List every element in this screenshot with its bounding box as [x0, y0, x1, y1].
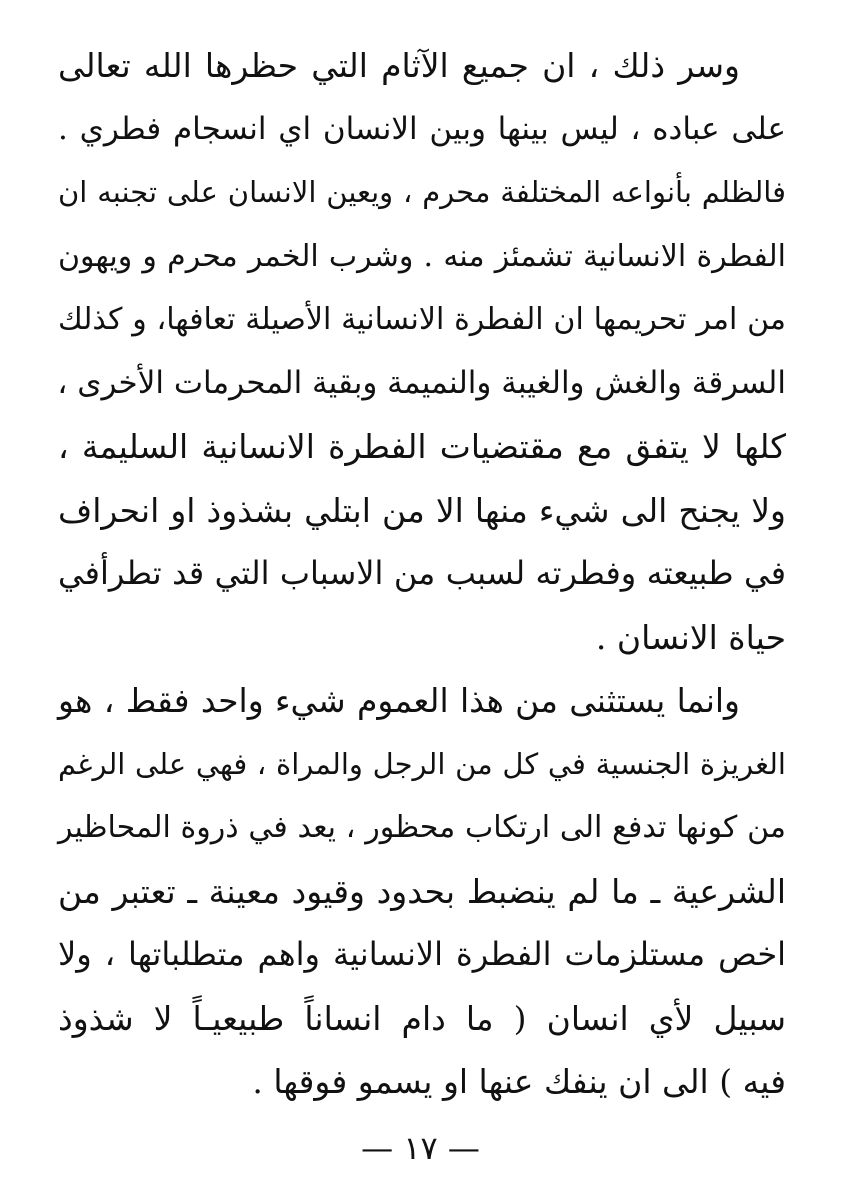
text-line-5: من امر تحريمها ان الفطرة الانسانية الأصيلة تعافها، و كذلك	[58, 302, 786, 337]
text-line-17: فيه ) الى ان ينفك عنها او يسمو فوقها .	[252, 1062, 786, 1101]
text-line-9: في طبيعته وفطرته لسبب من الاسباب التي قد تطرأفي	[58, 554, 786, 592]
text-line-1: وسر ذلك ، ان جميع الآثام التي حظرها الله تعالى	[58, 46, 740, 85]
text-line-4: الفطرة الانسانية تشمئز منه . وشرب الخمر محرم و ويهون	[58, 238, 786, 274]
text-line-14: الشرعية ـ ما لم ينضبط بحدود وقيود معينة ـ تعتبر من	[58, 871, 786, 911]
text-line-11: وانما يستثنى من هذا العموم شيء واحد فقط ، هو	[58, 681, 740, 720]
text-line-6: السرقة والغش والغيبة والنميمة وبقية المحرمات الأخرى ،	[57, 364, 786, 401]
text-line-15: اخص مستلزمات الفطرة الانسانية واهم متطلباتها ، ولا	[58, 935, 786, 973]
page-number: — ١٧ —	[361, 1129, 480, 1167]
text-line-8: ولا يجنح الى شيء منها الا من ابتلي بشذوذ او انحراف	[58, 490, 786, 530]
text-line-16: سبيل لأي انسان ( ما دام انساناً طبيعيـاً لا شذوذ	[58, 998, 786, 1038]
text-line-13: من كونها تدفع الى ارتكاب محظور ، يعد في ذروة المحاظير	[58, 810, 786, 845]
text-line-3: فالظلم بأنواعه المختلفة محرم ، ويعين الانسان على تجنبه ان	[58, 175, 786, 209]
body-text	[58, 34, 786, 1114]
text-line-12: الغريزة الجنسية في كل من الرجل والمراة ، فهي على الرغم	[58, 746, 786, 781]
text-line-7: كلها لا يتفق مع مقتضيات الفطرة الانسانية السليمة ،	[58, 427, 786, 466]
text-line-10: حياة الانسان .	[595, 617, 786, 657]
text-line-2: على عباده ، ليس بينها وبين الانسان اي انسجام فطري .	[58, 110, 786, 147]
